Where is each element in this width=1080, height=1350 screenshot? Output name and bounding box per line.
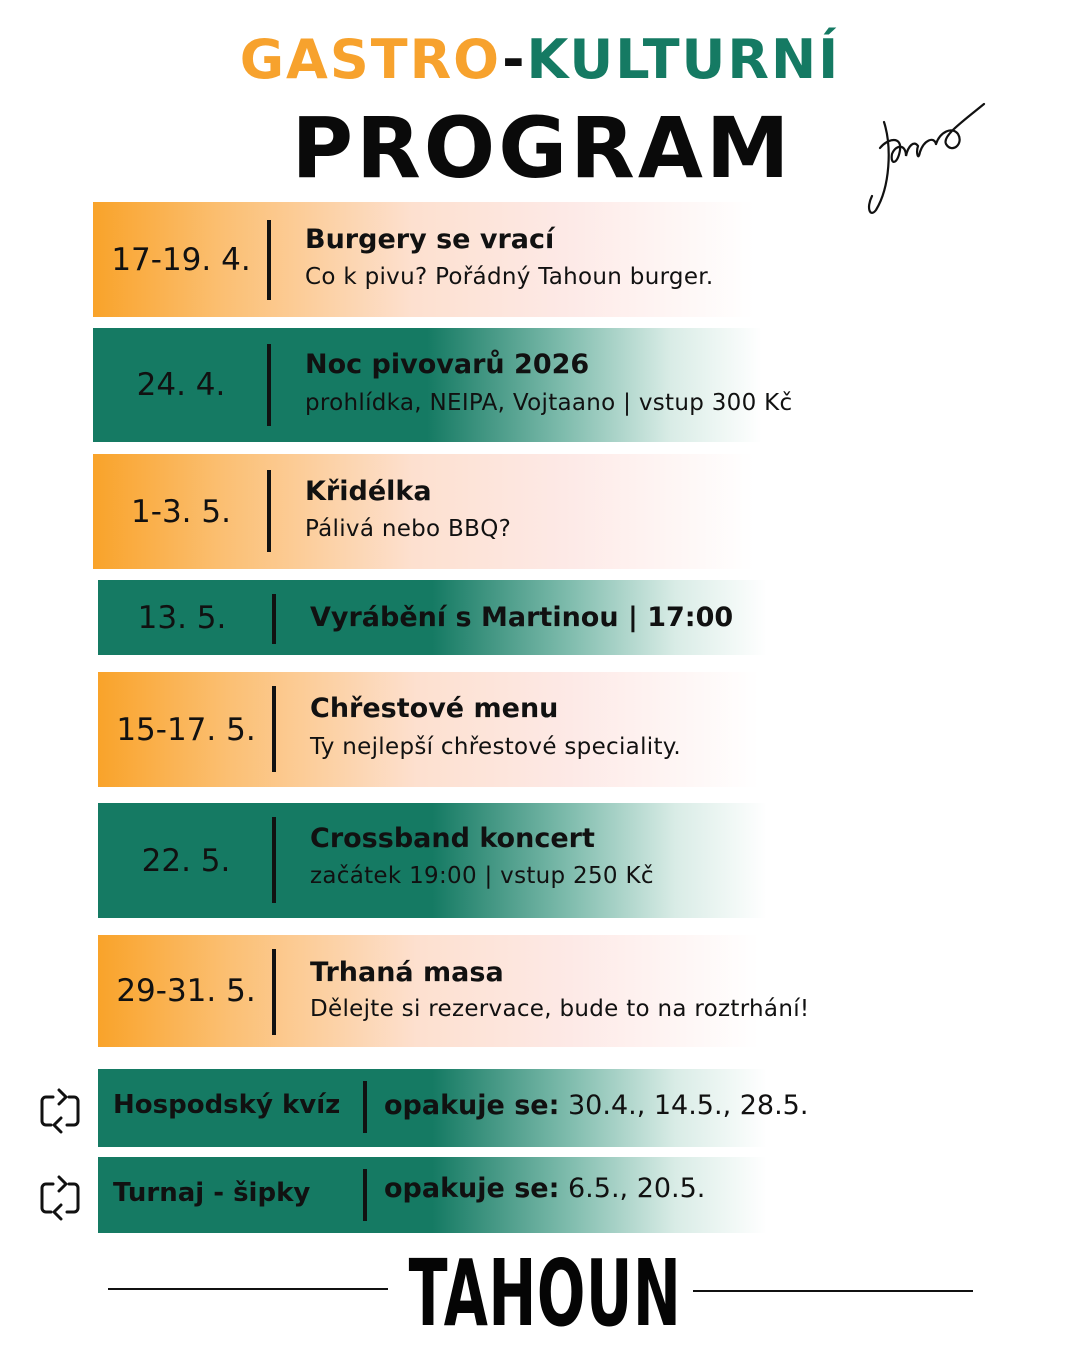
event-row [93, 328, 853, 442]
event-title: Crossband koncert [310, 823, 595, 854]
footer-rule-right [693, 1290, 973, 1292]
row-divider [363, 1169, 367, 1221]
row-divider [363, 1081, 367, 1133]
recurring-label: opakuje se: [384, 1173, 560, 1204]
event-row [93, 202, 853, 317]
recurring-date-list: 6.5., 20.5. [559, 1173, 706, 1204]
event-subtitle: Co k pivu? Pořádný Tahoun burger. [305, 264, 714, 290]
recurring-row [98, 1069, 858, 1147]
row-divider [267, 220, 271, 300]
repeat-icon [37, 1175, 83, 1221]
title-kulturni: KULTURNÍ [526, 28, 841, 91]
event-row [98, 935, 858, 1047]
page-title: PROGRAM [291, 99, 793, 197]
repeat-icon [37, 1088, 83, 1134]
row-divider [272, 949, 276, 1035]
event-title: Trhaná masa [310, 957, 504, 988]
event-date: 15-17. 5. [116, 711, 256, 748]
recurring-dates [384, 1090, 808, 1121]
event-row [98, 672, 858, 787]
event-title: Vyrábění s Martinou | 17:00 [310, 602, 734, 633]
recurring-date-list: 30.4., 14.5., 28.5. [559, 1090, 809, 1121]
event-title: Noc pivovarů 2026 [305, 349, 590, 380]
event-row [98, 803, 858, 918]
recurring-dates [384, 1173, 705, 1204]
recurring-label: opakuje se: [384, 1090, 560, 1121]
event-date: 29-31. 5. [116, 973, 256, 1009]
event-row [93, 454, 853, 569]
event-date: 22. 5. [141, 842, 231, 879]
event-date: 13. 5. [137, 599, 227, 636]
tahoun-logo: TAHOUN [408, 1239, 682, 1347]
event-date: 1-3. 5. [131, 493, 231, 530]
event-date: 24. 4. [136, 367, 226, 403]
event-title: Křidélka [305, 476, 432, 507]
svg-text:jaro: jaro [862, 92, 864, 93]
event-subtitle: začátek 19:00 | vstup 250 Kč [310, 863, 654, 889]
event-row [98, 580, 858, 655]
recurring-row [98, 1157, 858, 1233]
recurring-name: Hospodský kvíz [113, 1090, 341, 1120]
row-divider [272, 594, 276, 644]
footer-rule-left [108, 1288, 388, 1290]
event-subtitle: Ty nejlepší chřestové speciality. [310, 734, 682, 760]
header-kicker [0, 30, 1080, 90]
event-title: Chřestové menu [310, 693, 559, 724]
row-divider [272, 817, 276, 903]
row-divider [272, 686, 276, 772]
event-subtitle: Pálivá nebo BBQ? [305, 516, 512, 542]
event-title: Burgery se vrací [305, 224, 555, 255]
recurring-name: Turnaj - šipky [113, 1178, 311, 1208]
title-gastro: GASTRO [239, 28, 503, 91]
event-subtitle: Dělejte si rezervace, bude to na roztrhání! [310, 996, 810, 1022]
event-subtitle: prohlídka, NEIPA, Vojtaano | vstup 300 Kč [305, 390, 793, 416]
title-dash: - [502, 28, 527, 91]
row-divider [267, 344, 271, 426]
season-script-jaro [862, 92, 992, 222]
row-divider [267, 470, 271, 552]
event-date: 17-19. 4. [111, 241, 251, 278]
